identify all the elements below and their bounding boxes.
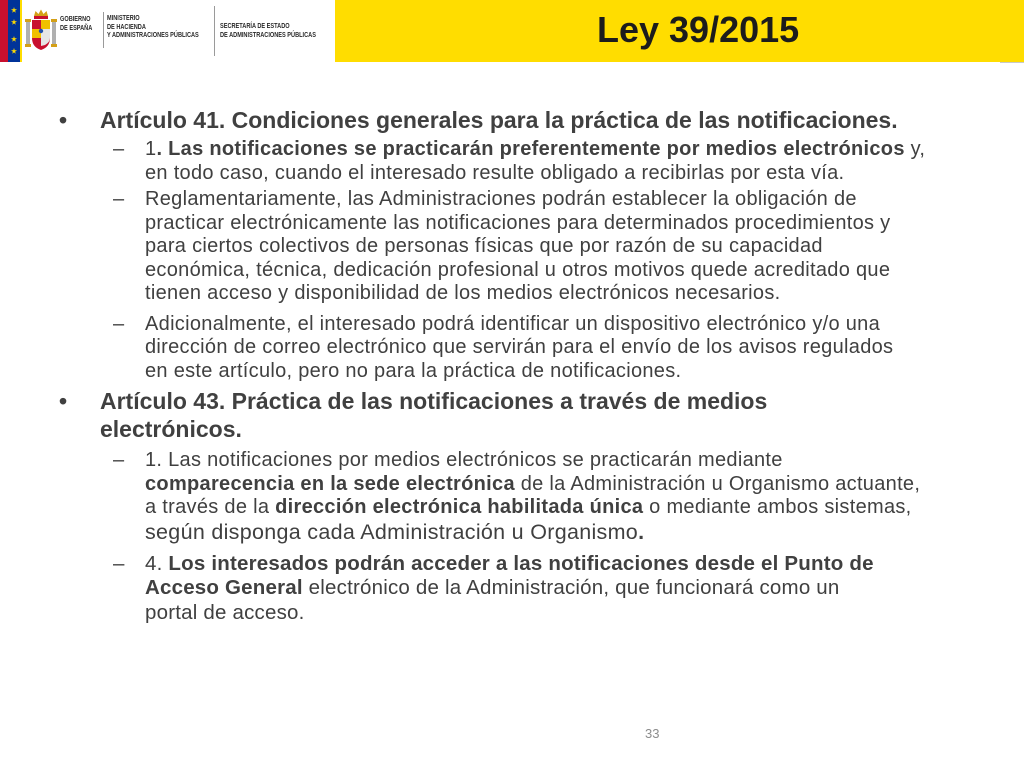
text-run: dirección de correo electrónico que servirán para el envío de los avisos regulados — [145, 336, 894, 358]
text-run: tienen acceso y disponibilidad de los medios electrónicos necesarios. — [145, 282, 781, 304]
text-line — [145, 473, 1024, 497]
dash-marker: – — [113, 188, 125, 210]
header-divider — [103, 12, 104, 48]
text-run-bold: . — [638, 519, 645, 544]
text-run: o mediante ambos sistemas, — [643, 496, 912, 518]
sub-bullet-7 — [0, 552, 1024, 626]
text-run: según disponga cada Administración u Organismo — [145, 519, 639, 544]
sub-bullet-4 — [0, 313, 1024, 384]
eu-flag-icon — [8, 0, 20, 62]
text-line — [145, 552, 1024, 577]
text-line — [145, 520, 1024, 545]
text-line — [145, 601, 1024, 626]
government-line: GOBIERNO — [60, 16, 91, 23]
government-name — [60, 16, 92, 33]
text-run: portal de acceso. — [145, 600, 305, 624]
text-line — [100, 387, 1024, 415]
government-line: DE ESPAÑA — [60, 24, 93, 32]
paragraph-text — [145, 188, 1024, 306]
text-run: electrónico de la Administración, que funcionará como un — [302, 576, 840, 599]
text-line — [100, 415, 1024, 443]
text-run-bold: Artículo 43. Práctica de las notificaciones a través de medios — [100, 388, 768, 414]
text-line — [145, 235, 1024, 259]
secretariat-line: SECRETARÍA DE ESTADO — [220, 23, 290, 30]
text-line — [100, 106, 1024, 134]
text-line — [145, 188, 1024, 212]
header-divider — [214, 6, 215, 56]
paragraph-text — [145, 449, 1024, 545]
text-run: de la Administración u Organismo actuante, — [514, 472, 921, 495]
bullet-heading-1 — [0, 106, 1024, 134]
paragraph-text — [100, 387, 1024, 443]
text-run: económica, técnica, dedicación profesional u otros motivos quede acreditado que — [145, 258, 891, 281]
paragraph-text — [145, 552, 1024, 626]
slide-header — [0, 0, 1024, 62]
text-run: en todo caso, cuando el interesado resulte obligado a recibirlas por esta vía. — [145, 161, 845, 184]
slide-body — [0, 106, 1024, 625]
bullet-heading-5 — [0, 387, 1024, 443]
paragraph-text — [145, 138, 1024, 185]
text-run-bold: electrónicos. — [100, 416, 242, 442]
ministry-line: DE HACIENDA — [107, 23, 146, 31]
page-number: 33 — [645, 726, 660, 741]
text-line — [145, 360, 1024, 384]
spain-flag-stripe — [0, 0, 8, 62]
text-line — [145, 336, 1024, 360]
slide-title: Ley 39/2015 — [597, 9, 800, 50]
dash-marker: – — [113, 449, 125, 471]
secretariat-name — [220, 23, 316, 40]
text-line — [145, 449, 1024, 473]
ministry-line: Y ADMINISTRACIONES PÚBLICAS — [107, 32, 199, 40]
text-line — [145, 576, 1024, 601]
bullet-marker: • — [59, 388, 68, 414]
text-run-bold: Los interesados podrán acceder a las notificaciones desde el Punto de — [168, 551, 874, 575]
text-line — [145, 496, 1024, 520]
secretariat-line: DE ADMINISTRACIONES PÚBLICAS — [220, 31, 316, 39]
sub-bullet-6 — [0, 449, 1024, 545]
text-run: y, — [904, 138, 926, 160]
text-run-bold: Acceso General — [145, 576, 303, 599]
text-run-bold: . Las notificaciones se practicarán preferentemente por medios electrónicos — [156, 138, 905, 160]
text-run: 1. Las notificaciones por medios electrónicos se practicarán mediante — [145, 449, 783, 471]
dash-marker: – — [113, 138, 125, 160]
sub-bullet-3 — [0, 188, 1024, 306]
paragraph-text — [100, 106, 1024, 134]
text-run: Adicionalmente, el interesado podrá identificar un dispositivo electrónico y/o una — [145, 312, 881, 335]
text-line — [145, 282, 1024, 306]
text-run: 1 — [145, 138, 157, 160]
text-run: practicar electrónicamente las notificaciones para determinados procedimientos y — [145, 211, 891, 234]
corner-mark — [1000, 62, 1024, 63]
bullet-marker: • — [59, 107, 68, 133]
dash-marker: – — [113, 551, 125, 575]
dash-marker: – — [113, 312, 125, 335]
text-line — [145, 212, 1024, 236]
text-run-bold: Artículo 41. Condiciones generales para la práctica de las notificaciones. — [100, 107, 898, 133]
ministry-line: MINISTERIO — [107, 15, 140, 22]
text-line — [145, 259, 1024, 283]
text-run: para ciertos colectivos de personas físicas que por razón de su capacidad — [145, 235, 823, 257]
text-run: a través de la — [145, 496, 276, 518]
ministry-name — [107, 15, 199, 41]
text-line — [145, 162, 1024, 186]
text-run-bold: dirección electrónica habilitada única — [275, 496, 644, 518]
text-run-bold: comparecencia en la sede electrónica — [145, 472, 515, 495]
paragraph-text — [145, 313, 1024, 384]
text-run: Reglamentariamente, las Administraciones podrán establecer la obligación de — [145, 188, 857, 210]
text-run: en este artículo, pero no para la práctica de notificaciones. — [145, 359, 682, 382]
text-line — [145, 313, 1024, 337]
text-run: 4. — [145, 551, 169, 575]
coat-of-arms-icon — [24, 9, 58, 53]
text-line — [145, 138, 1024, 162]
government-logo-block — [22, 0, 335, 62]
sub-bullet-2 — [0, 138, 1024, 185]
